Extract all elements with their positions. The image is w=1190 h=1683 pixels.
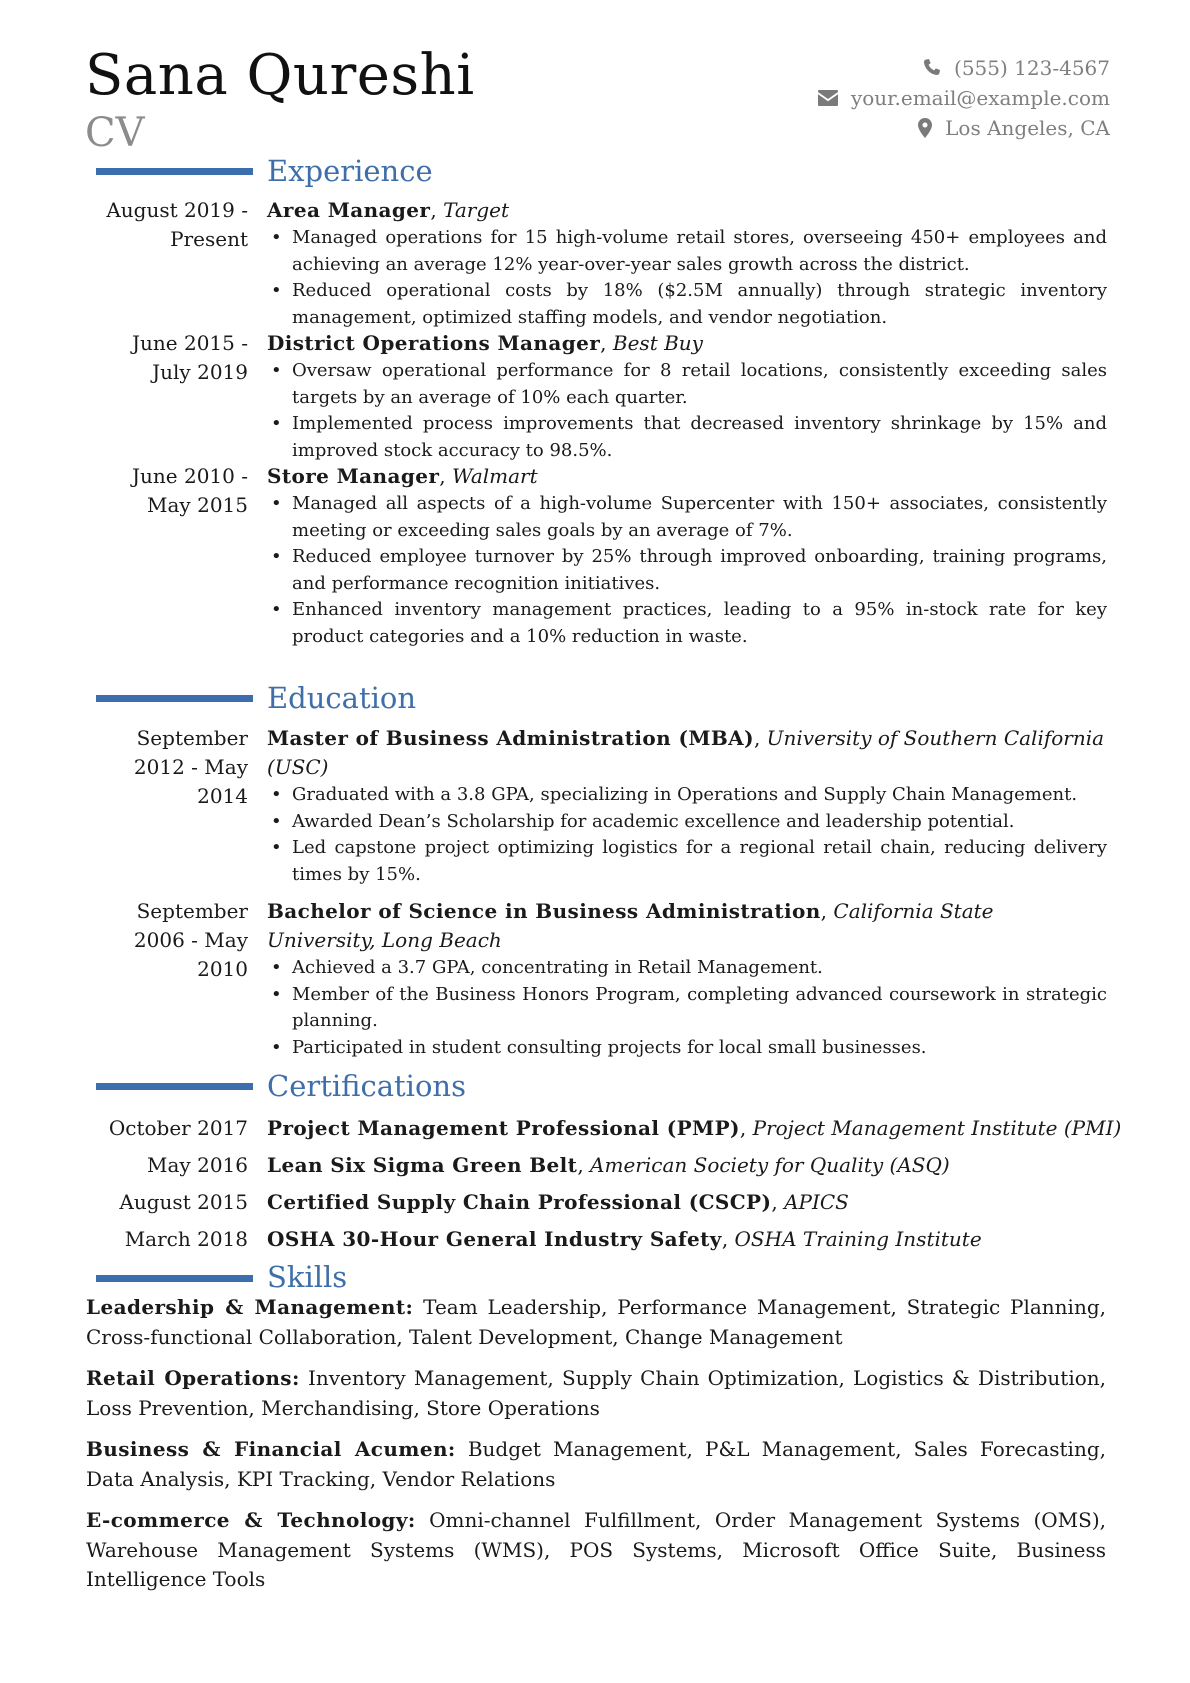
section-rule	[96, 168, 253, 175]
document-label: CV	[85, 110, 145, 156]
entry-body	[267, 462, 1107, 650]
section-title: Skills	[267, 1260, 348, 1294]
map-pin-icon	[917, 117, 933, 139]
bullet-item: • Managed operations for 15 high-volume retail stores, overseeing 450+ employees and achieving an average 12% year-over-year sales growth across the district.	[267, 225, 1107, 278]
bullet-item: • Reduced operational costs by 18% ($2.5M annually) through strategic inventory management, optimized staffing models, and vendor negotiation.	[267, 278, 1107, 331]
contact-phone	[817, 53, 1110, 83]
entry-date: September 2006 - May 2010	[133, 899, 248, 981]
contact-location	[817, 113, 1110, 143]
skill-text: Budget Management, P&L Management, Sales Forecasting, Data Analysis, KPI Tracking, Vendor Relations	[86, 1437, 1106, 1491]
cert-date: March 2018	[124, 1227, 248, 1251]
employer: Target	[443, 198, 510, 222]
cert-date: August 2015	[119, 1190, 248, 1214]
employer: Walmart	[452, 464, 538, 488]
degree-title: Bachelor of Science in Business Administration	[267, 899, 821, 923]
email-text: your.email@example.com	[850, 86, 1110, 110]
entry-body	[267, 329, 1107, 464]
section-title: Certifications	[267, 1069, 466, 1103]
cert-title: Certified Supply Chain Professional (CSCP)	[267, 1190, 772, 1214]
bullet-item: • Managed all aspects of a high-volume Supercenter with 150+ associates, consistently meeting or exceeding sales goals by an average of 7%.	[267, 491, 1107, 544]
bullet-list	[267, 491, 1107, 650]
entry-date: August 2019 - Present	[106, 198, 248, 251]
entry-title: District Operations Manager, Best Buy	[267, 331, 703, 355]
entry-body	[267, 196, 1107, 331]
bullet-list	[267, 358, 1107, 464]
institution: University of Southern California (USC)	[267, 726, 1105, 779]
entry-date: September 2012 - May 2014	[133, 726, 248, 808]
bullet-item: • Participated in student consulting projects for local small businesses.	[267, 1035, 1107, 1062]
section-rule	[96, 1083, 253, 1090]
certification-row	[0, 1147, 1190, 1183]
phone-icon	[922, 58, 942, 78]
section-title: Education	[267, 681, 417, 715]
bullet-list	[267, 955, 1107, 1061]
skill-text: Omni-channel Fulfillment, Order Management Systems (OMS), Warehouse Management Systems (WMS), POS Systems, Microsoft Office Suite, Business Intelligence Tools	[86, 1508, 1106, 1591]
entry-title: Area Manager, Target	[267, 198, 510, 222]
entry-body	[267, 897, 1107, 1061]
cert-body: OSHA 30-Hour General Industry Safety, OSHA Training Institute	[267, 1227, 982, 1251]
bullet-item: • Oversaw operational performance for 8 retail locations, consistently exceeding sales targets by an average of 10% each quarter.	[267, 358, 1107, 411]
skill-group	[86, 1506, 1106, 1595]
skill-group	[86, 1293, 1106, 1352]
skill-group	[86, 1364, 1106, 1423]
bullet-item: • Reduced employee turnover by 25% through improved onboarding, training programs, and performance recognition initiatives.	[267, 544, 1107, 597]
entry-date: June 2010 - May 2015	[132, 464, 248, 517]
skill-text: Team Leadership, Performance Management, Strategic Planning, Cross-functional Collaboration, Talent Development, Change Management	[86, 1295, 1106, 1349]
envelope-icon	[817, 89, 839, 107]
bullet-item: • Implemented process improvements that decreased inventory shrinkage by 15% and improved stock accuracy to 98.5%.	[267, 411, 1107, 464]
bullet-list	[267, 225, 1107, 331]
skill-label: Leadership & Management:	[86, 1295, 414, 1319]
cert-issuer: Project Management Institute (PMI)	[752, 1116, 1122, 1140]
certification-row	[0, 1184, 1190, 1220]
skill-label: E-commerce & Technology:	[86, 1508, 416, 1532]
job-title: Store Manager	[267, 464, 440, 488]
location-text: Los Angeles, CA	[945, 116, 1110, 140]
skill-text: Inventory Management, Supply Chain Optimization, Logistics & Distribution, Loss Prevention, Merchandising, Store Operations	[86, 1366, 1106, 1420]
bullet-item: • Awarded Dean’s Scholarship for academic excellence and leadership potential.	[267, 809, 1107, 836]
cert-body: Lean Six Sigma Green Belt, American Society for Quality (ASQ)	[267, 1153, 950, 1177]
certification-row	[0, 1110, 1190, 1146]
cert-body: Certified Supply Chain Professional (CSCP), APICS	[267, 1190, 849, 1214]
contact-email	[817, 83, 1110, 113]
job-title: District Operations Manager	[267, 331, 601, 355]
bullet-item: • Graduated with a 3.8 GPA, specializing in Operations and Supply Chain Management.	[267, 782, 1107, 809]
phone-text: (555) 123-4567	[954, 56, 1110, 80]
cert-title: Project Management Professional (PMP)	[267, 1116, 740, 1140]
entry-body	[267, 724, 1107, 888]
skill-label: Business & Financial Acumen:	[86, 1437, 456, 1461]
cert-title: Lean Six Sigma Green Belt	[267, 1153, 578, 1177]
candidate-name: Sana Qureshi	[85, 43, 475, 108]
entry-title: Bachelor of Science in Business Administration, California State University, Long Beach	[267, 899, 994, 952]
cert-body: Project Management Professional (PMP), Project Management Institute (PMI)	[267, 1116, 1122, 1140]
entry-date: June 2015 - July 2019	[132, 331, 248, 384]
cert-issuer: American Society for Quality (ASQ)	[590, 1153, 950, 1177]
bullet-item: • Member of the Business Honors Program, completing advanced coursework in strategic planning.	[267, 982, 1107, 1035]
section-title: Experience	[267, 154, 433, 188]
entry-title: Master of Business Administration (MBA), University of Southern California (USC)	[267, 726, 1105, 779]
institution: California State University, Long Beach	[267, 899, 994, 952]
cert-issuer: OSHA Training Institute	[734, 1227, 982, 1251]
section-rule	[96, 695, 253, 702]
cert-issuer: APICS	[784, 1190, 849, 1214]
cert-date: May 2016	[147, 1153, 248, 1177]
degree-title: Master of Business Administration (MBA)	[267, 726, 754, 750]
cert-date: October 2017	[108, 1116, 248, 1140]
job-title: Area Manager	[267, 198, 431, 222]
certification-row	[0, 1221, 1190, 1257]
entry-title: Store Manager, Walmart	[267, 464, 538, 488]
skills-list	[86, 1293, 1106, 1607]
employer: Best Buy	[612, 331, 703, 355]
bullet-item: • Led capstone project optimizing logistics for a regional retail chain, reducing delivery times by 15%.	[267, 835, 1107, 888]
contact-info	[817, 53, 1110, 143]
skill-label: Retail Operations:	[86, 1366, 300, 1390]
bullet-item: • Achieved a 3.7 GPA, concentrating in Retail Management.	[267, 955, 1107, 982]
cert-title: OSHA 30-Hour General Industry Safety	[267, 1227, 722, 1251]
bullet-list	[267, 782, 1107, 888]
skill-group	[86, 1435, 1106, 1494]
section-rule	[96, 1275, 253, 1282]
bullet-item: • Enhanced inventory management practices, leading to a 95% in-stock rate for key product categories and a 10% reduction in waste.	[267, 597, 1107, 650]
